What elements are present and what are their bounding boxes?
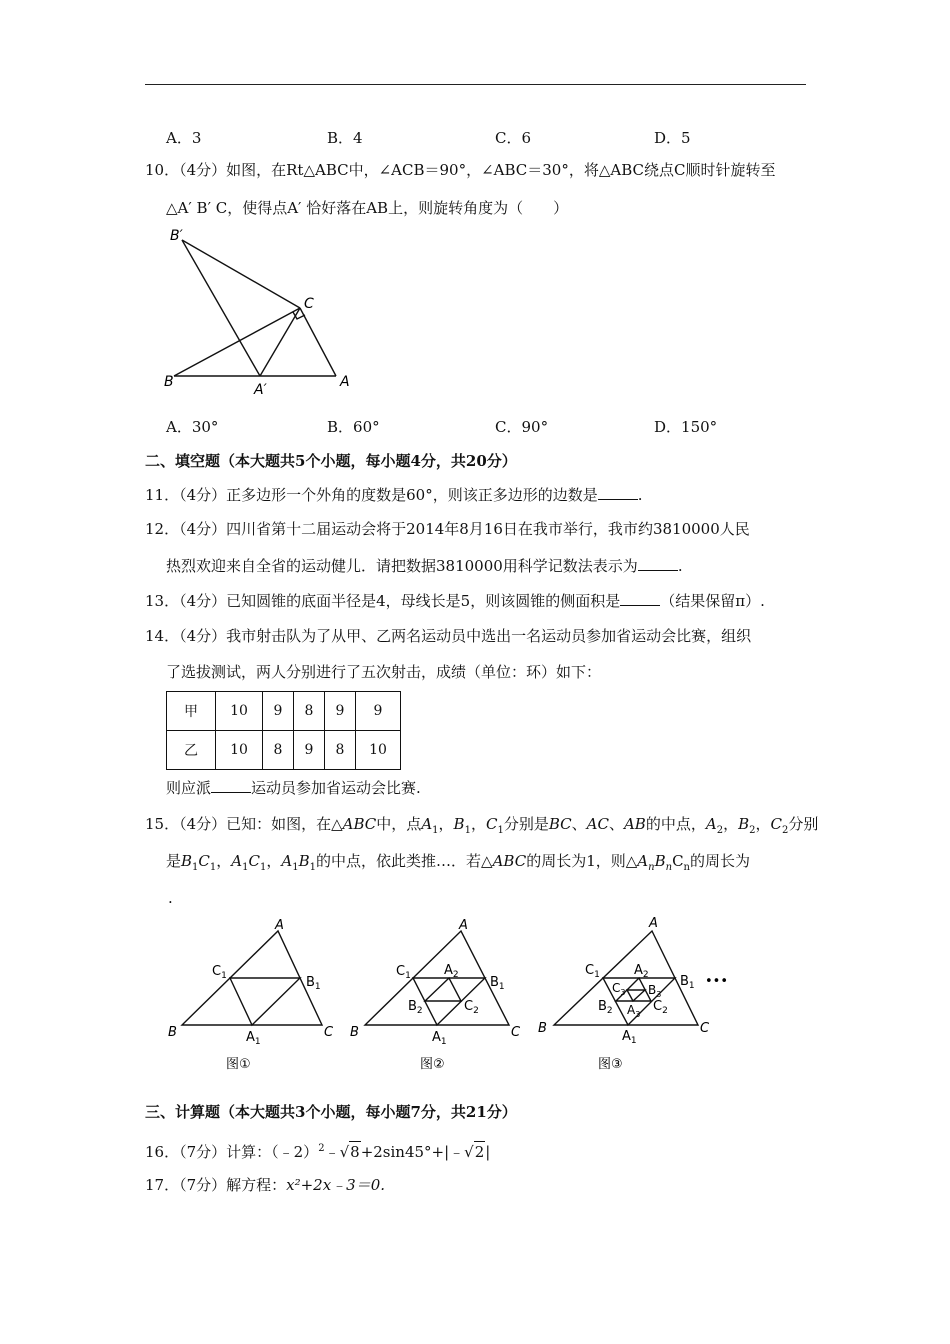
fig2-label-b2: $B_2$ bbox=[408, 999, 423, 1016]
fig1-label-b: B bbox=[168, 1025, 177, 1040]
fig1-label-c: C bbox=[324, 1025, 334, 1040]
q9-option-a: A．3 bbox=[166, 129, 202, 147]
fig2-label-b1: $B_1$ bbox=[490, 975, 505, 992]
table-cell: 8 bbox=[294, 692, 325, 731]
q14-after: 则应派 运动员参加省运动会比赛. bbox=[166, 779, 421, 797]
q15-line2: 是$B_1C_1$，$A_1C_1$，$A_1B_1$的中点，依此类推…．若△ABC的周长为1，则$\triangle A_nB_nC_n$的周长为 bbox=[166, 852, 751, 873]
fig3-label-a3: $A_3$ bbox=[627, 1003, 641, 1019]
q10-option-b: B．60° bbox=[327, 418, 380, 436]
table-cell: 9 bbox=[294, 731, 325, 770]
table-row bbox=[167, 692, 401, 731]
fig2-label-a1: $A_1$ bbox=[432, 1030, 447, 1047]
q10-line1: 10．（4分）如图，在Rt△ABC中，∠ACB＝90°，∠ABC＝30°，将△ABC绕点C顺时针旋转至 bbox=[145, 161, 776, 179]
table-cell: 10 bbox=[216, 692, 263, 731]
q12-line1: 12．（4分）四川省第十二届运动会将于2014年8月16日在我市举行，我市约3810000人民 bbox=[145, 520, 750, 538]
q14-blank bbox=[211, 778, 251, 793]
fig3-label-c1: $C_1$ bbox=[585, 963, 600, 980]
q12-blank bbox=[638, 556, 678, 571]
fig1-label-b1: $B_1$ bbox=[306, 975, 321, 992]
fig3-label-a1: $A_1$ bbox=[622, 1029, 637, 1046]
section2-title: 二、填空题（本大题共5个小题，每小题4分，共20分） bbox=[145, 452, 517, 470]
fig3-label-a: A bbox=[649, 916, 658, 931]
section3-title: 三、计算题（本大题共3个小题，每小题7分，共21分） bbox=[145, 1103, 517, 1121]
fig2-label-a2: $A_2$ bbox=[444, 963, 459, 980]
q11-blank bbox=[598, 485, 638, 500]
table-cell: 9 bbox=[325, 692, 356, 731]
fig3-label-b2: $B_2$ bbox=[598, 999, 613, 1016]
q15-figures bbox=[160, 912, 760, 1082]
fig2-label-c2: $C_2$ bbox=[464, 999, 479, 1016]
fig3-label-c2: $C_2$ bbox=[653, 999, 668, 1016]
table-cell: 9 bbox=[356, 692, 401, 731]
q10-option-d: D．150° bbox=[654, 418, 718, 436]
header-rule bbox=[145, 84, 806, 85]
fig1-label-a1: $A_1$ bbox=[246, 1030, 261, 1047]
q13-text: 13．（4分）已知圆锥的底面半径是4，母线长是5，则该圆锥的侧面积是 （结果保留π）. bbox=[145, 592, 765, 610]
q10-label-c: C bbox=[304, 296, 314, 312]
fig3-label-a2: $A_2$ bbox=[634, 963, 649, 980]
table-cell: 10 bbox=[216, 731, 263, 770]
q10-option-c: C．90° bbox=[495, 418, 549, 436]
fig2-label-c: C bbox=[511, 1025, 521, 1040]
table-cell: 甲 bbox=[167, 692, 216, 731]
q10-label-a: A bbox=[340, 374, 350, 390]
table-row bbox=[167, 731, 401, 770]
fig2-caption: 图② bbox=[420, 1057, 445, 1072]
q14-score-table bbox=[166, 691, 401, 770]
q10-line2: △A′ B′ C，使得点A′ 恰好落在AB上，则旋转角度为（ ） bbox=[166, 199, 569, 217]
table-cell: 9 bbox=[263, 692, 294, 731]
fig2-label-a: A bbox=[459, 918, 468, 933]
fig3-dots: ••• bbox=[705, 974, 729, 989]
fig3-label-b3: $B_3$ bbox=[648, 983, 662, 999]
fig3-label-c: C bbox=[700, 1021, 710, 1036]
q13-blank bbox=[620, 591, 660, 606]
q9-option-c: C．6 bbox=[495, 129, 532, 147]
fig3-caption: 图③ bbox=[598, 1057, 623, 1072]
q16-radicand-1: 8 bbox=[350, 1143, 360, 1161]
fig2-label-c1: $C_1$ bbox=[396, 964, 411, 981]
q15-line3: . bbox=[168, 889, 173, 907]
q15-line1: 15．（4分）已知：如图，在△ABC中，点$A_1$，$B_1$，$C_1$分别是BC、AC、AB的中点，$A_2$，$B_2$，$C_2$分别 bbox=[145, 815, 819, 836]
q17-text: 17．（7分）解方程：x²+2x﹣3＝0. bbox=[145, 1176, 386, 1194]
q11-text: 11．（4分）正多边形一个外角的度数是60°，则该正多边形的边数是 . bbox=[145, 486, 643, 504]
table-cell: 8 bbox=[325, 731, 356, 770]
table-cell: 8 bbox=[263, 731, 294, 770]
fig3-label-c3: $C_3$ bbox=[612, 981, 626, 997]
q10-label-aprime: A′ bbox=[254, 382, 267, 398]
fig1-label-a: A bbox=[275, 918, 284, 933]
fig3-label-b: B bbox=[538, 1021, 547, 1036]
q16-text: 16．（7分）计算：（﹣2）$^2$﹣√8+2sin45°+|﹣√2| bbox=[145, 1143, 491, 1161]
fig1-label-c1: $C_1$ bbox=[212, 964, 227, 981]
q9-option-d: D．5 bbox=[654, 129, 691, 147]
table-cell: 乙 bbox=[167, 731, 216, 770]
fig3-label-b1: $B_1$ bbox=[680, 974, 695, 991]
q16-radicand-2: 2 bbox=[474, 1143, 485, 1161]
q12-line2: 热烈欢迎来自全省的运动健儿．请把数据3810000用科学记数法表示为 . bbox=[166, 557, 683, 575]
q10-figure bbox=[160, 224, 360, 404]
table-cell: 10 bbox=[356, 731, 401, 770]
fig1-caption: 图① bbox=[226, 1057, 251, 1072]
q14-line1: 14．（4分）我市射击队为了从甲、乙两名运动员中选出一名运动员参加省运动会比赛，组织 bbox=[145, 627, 752, 645]
q10-label-b: B bbox=[164, 374, 174, 390]
q9-option-b: B．4 bbox=[327, 129, 363, 147]
q10-option-a: A．30° bbox=[166, 418, 219, 436]
q14-line2: 了选拔测试，两人分别进行了五次射击，成绩（单位：环）如下： bbox=[166, 663, 602, 681]
q10-label-bprime: B′ bbox=[170, 228, 183, 244]
fig2-label-b: B bbox=[350, 1025, 359, 1040]
